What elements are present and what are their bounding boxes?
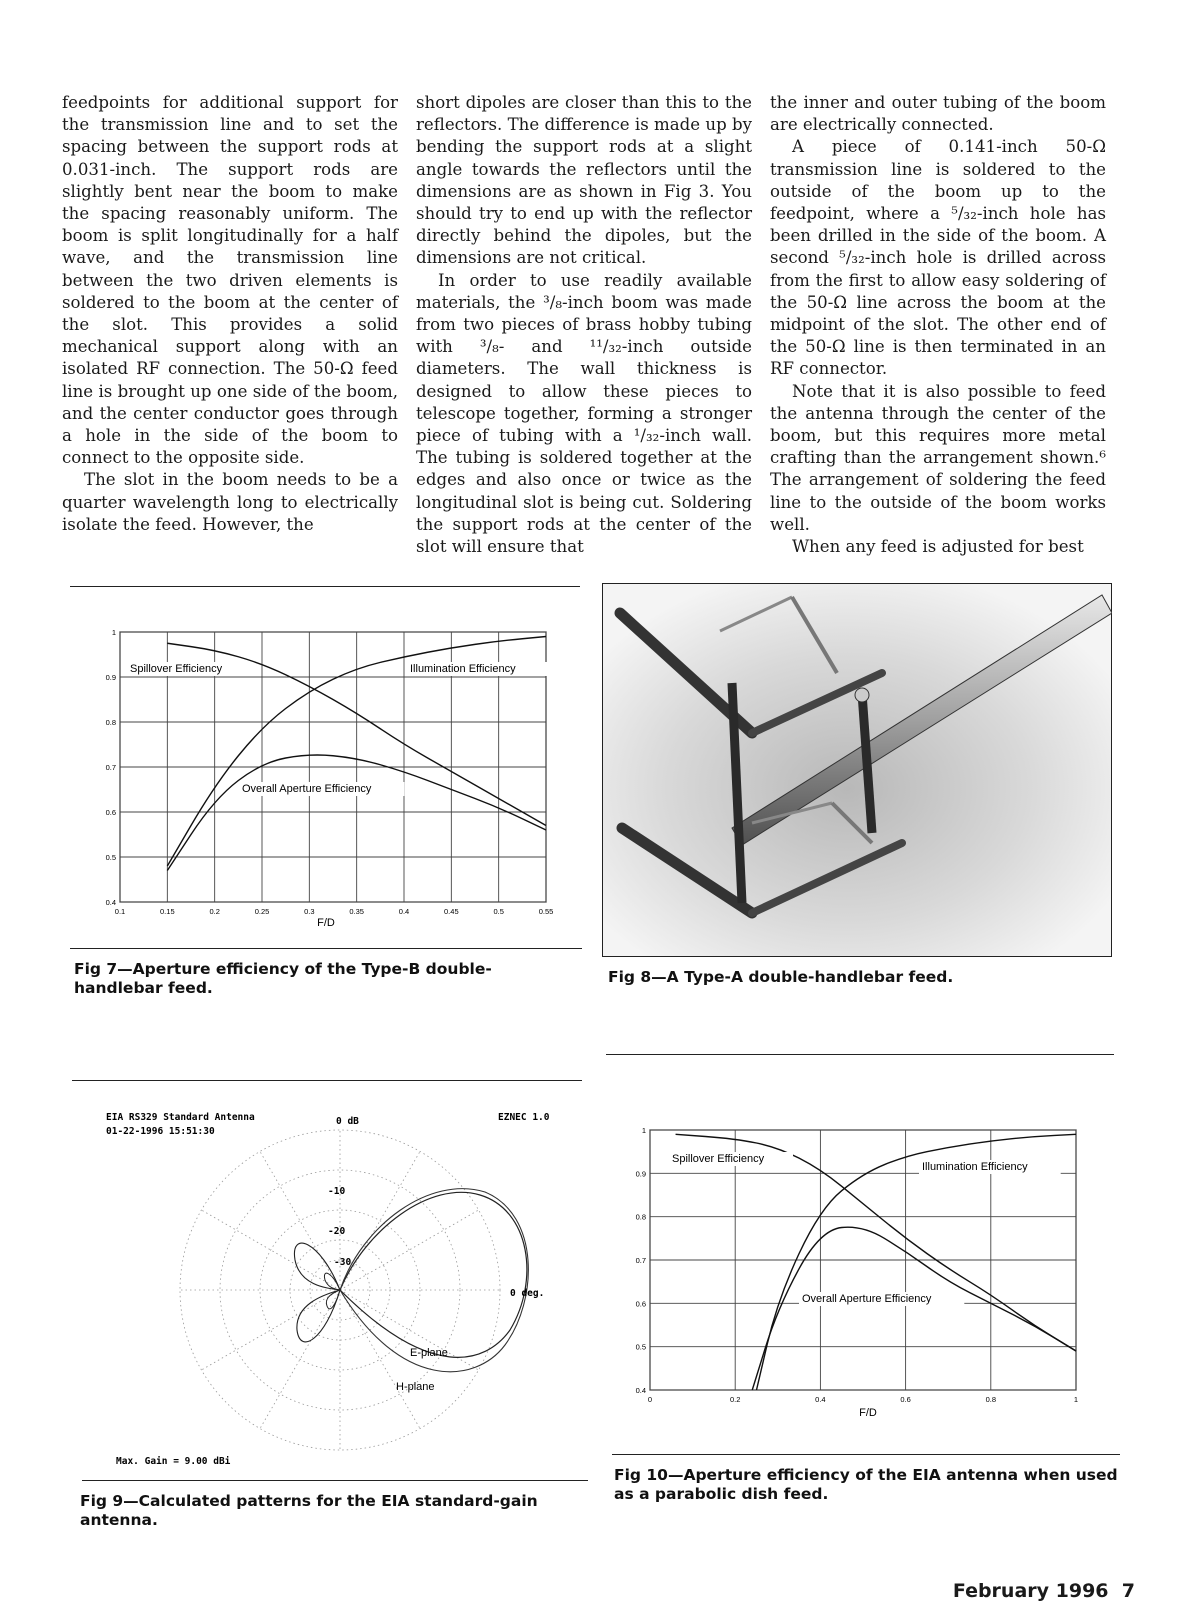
rule-fig7-bottom <box>70 948 582 949</box>
fig7-chart <box>82 620 572 940</box>
x-tick-label: 0.6 <box>900 1395 911 1404</box>
paragraph: Note that it is also possible to feed the antenna through the center of the boom, but this requires more metal crafting than the arrangement shown.⁶ The arrangement of soldering the feed line to the outside of the boom works well. <box>770 381 1106 534</box>
x-tick-label: 0.15 <box>160 907 175 916</box>
back-lobe <box>324 1273 340 1309</box>
y-tick-label: 0.8 <box>105 718 116 727</box>
y-tick-label: 0.4 <box>105 898 116 907</box>
series-label: Overall Aperture Efficiency <box>802 1293 932 1305</box>
rule-fig9-bottom <box>82 1480 588 1481</box>
x-tick-label: 0.5 <box>493 907 504 916</box>
y-tick-label: 0.5 <box>635 1342 646 1352</box>
y-tick-label: 0.4 <box>635 1386 646 1395</box>
angle-label: 0 deg. <box>510 1288 545 1299</box>
x-tick-label: 0.3 <box>304 907 315 916</box>
y-tick-label: 0.9 <box>105 673 116 682</box>
polar-spoke <box>340 1290 420 1429</box>
page-footer <box>953 1580 1135 1602</box>
paragraph: When any feed is adjusted for best <box>792 537 1084 557</box>
fig7-xlabel: F/D <box>317 917 335 929</box>
y-tick-label: 0.7 <box>105 763 116 772</box>
paragraph: In order to use readily available materials, the ³/₈-inch boom was made from two pieces of brass hobby tubing with ³/₈- and ¹¹/₃₂-inch outside diameters. The wall thickness is designed to allow these pieces to telescope together, forming a stronger piece of tubing with a ¹/₃₂-inch wall. The tubing is soldered together at the edges and also once or twice as the longitudinal slot is being cut. Soldering the support rods at the center of the slot will ensure that <box>416 270 752 557</box>
series-label: Overall Aperture Efficiency <box>242 783 372 795</box>
h-plane-label: H-plane <box>396 1381 435 1393</box>
series-label: Spillover Efficiency <box>130 663 223 675</box>
rule-fig10-bottom <box>612 1454 1120 1455</box>
series-label: Spillover Efficiency <box>672 1153 765 1165</box>
rule-fig9-top <box>72 1080 582 1081</box>
x-tick-label: 0.55 <box>538 907 554 916</box>
max-gain-label: Max. Gain = 9.00 dBi <box>116 1456 231 1467</box>
fig8-caption: Fig 8—A Type-A double-handlebar feed. <box>608 968 954 986</box>
x-tick-label: 1 <box>1073 1395 1079 1404</box>
ring-label: -20 <box>328 1226 346 1237</box>
x-tick-label: 0.2 <box>209 907 220 916</box>
paragraph: feedpoints for additional support for the transmission line and to set the spacing between the support rods at 0.031-inch. The support rods are slightly bent near the boom to make the spacing reasonably uniform. The boom is split longitudinally for a half wave, and the transmission line between the two driven elements is soldered to the boom at the center of the slot. This provides a solid mechanical support along with an isolated RF connection. The 50-Ω feed line is brought up one side of the boom, and the center conductor goes through a hole in the side of the boom to connect to the opposite side. <box>62 93 398 468</box>
series-label: Illumination Efficiency <box>410 663 516 675</box>
x-tick-label: 0.8 <box>985 1395 997 1404</box>
page-number: 7 <box>1121 1580 1135 1602</box>
y-tick-label: 0.8 <box>635 1212 646 1222</box>
polar-spoke <box>340 1151 420 1290</box>
x-tick-label: 0.35 <box>349 907 364 916</box>
y-tick-label: 1 <box>111 628 116 637</box>
text-column-1 <box>62 92 398 536</box>
polar-spoke <box>201 1290 340 1370</box>
polar-spoke <box>260 1151 340 1290</box>
fig10-chart <box>612 1118 1086 1430</box>
y-tick-label: 0.7 <box>635 1256 646 1265</box>
e-plane-curve <box>340 1192 527 1357</box>
feedpoint <box>855 688 869 702</box>
fig8-photo <box>602 583 1112 957</box>
ring-label: -30 <box>334 1257 352 1268</box>
x-tick-label: 0.4 <box>815 1395 826 1404</box>
issue-date: February 1996 <box>952 1580 1109 1602</box>
x-tick-label: 0.25 <box>254 907 270 916</box>
rule-fig10-top <box>606 1054 1114 1055</box>
fig7-caption: Fig 7—Aperture efficiency of the Type-B double-handlebar feed. <box>74 960 492 997</box>
y-tick-label: 1 <box>641 1126 646 1135</box>
paragraph: A piece of 0.141-inch 50-Ω transmission line is soldered to the outside of the boom up to the feedpoint, where a ⁵/₃₂-inch hole has been drilled in the side of the boom. A second ⁵/₃₂-inch hole is drilled across from the first to allow easy soldering of the 50-Ω line across the boom at the midpoint of the slot. The other end of the 50-Ω line is then terminated in an RF connector. <box>770 137 1106 379</box>
fig10-xlabel: F/D <box>859 1407 877 1419</box>
x-tick-label: 0.1 <box>114 907 126 916</box>
rule-fig7-top <box>70 586 580 587</box>
text-column-2 <box>416 92 752 558</box>
zero-db-label: 0 dB <box>336 1116 359 1127</box>
paragraph: The slot in the boom needs to be a quarter wavelength long to electrically isolate the feed. However, the <box>62 470 398 534</box>
fig10-caption: Fig 10—Aperture efficiency of the EIA antenna when used as a parabolic dish feed. <box>614 1466 1118 1503</box>
y-tick-label: 0.9 <box>635 1169 646 1179</box>
series-line <box>752 1227 1076 1390</box>
fig9-caption: Fig 9—Calculated patterns for the EIA standard-gain antenna. <box>80 1492 538 1529</box>
plot-title: EIA RS329 Standard Antenna <box>106 1112 255 1123</box>
y-tick-label: 0.6 <box>105 808 116 817</box>
paragraph: the inner and outer tubing of the boom are electrically connected. <box>770 93 1106 135</box>
e-plane-label: E-plane <box>410 1347 448 1359</box>
x-tick-label: 0 <box>647 1395 653 1404</box>
ring-label: -10 <box>328 1186 346 1197</box>
x-tick-label: 0.2 <box>729 1395 741 1404</box>
x-tick-label: 0.45 <box>444 907 459 916</box>
fig9-polar-plot <box>100 1100 580 1470</box>
x-tick-label: 0.4 <box>398 907 410 916</box>
plot-timestamp: 01-22-1996 15:51:30 <box>106 1126 215 1137</box>
y-tick-label: 0.6 <box>635 1299 646 1309</box>
paragraph: short dipoles are closer than this to the reflectors. The difference is made up by bending the support rods at a slight angle towards the reflectors until the dimensions are as shown in Fig 3. You should try to end up with the reflector directly behind the dipoles, but the dimensions are not critical. <box>416 93 752 268</box>
series-label: Illumination Efficiency <box>922 1161 1028 1173</box>
text-column-3 <box>770 92 1106 558</box>
program-label: EZNEC 1.0 <box>498 1112 550 1123</box>
y-tick-label: 0.5 <box>105 853 116 862</box>
